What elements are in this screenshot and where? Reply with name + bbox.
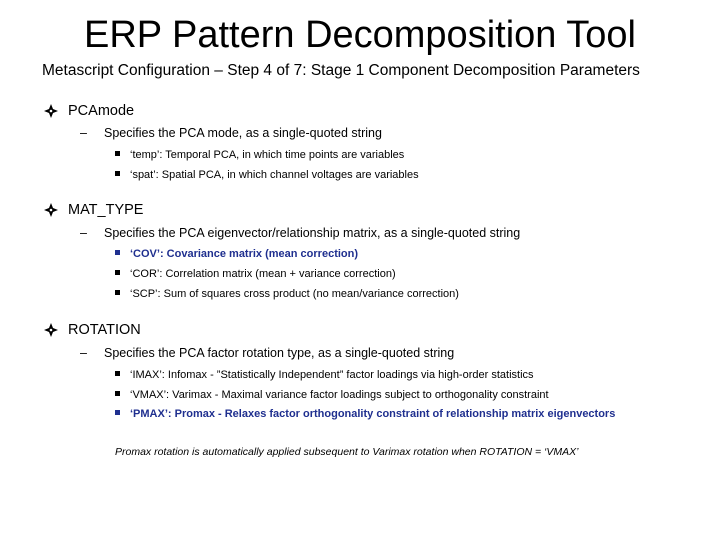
square-bullet-icon: [115, 391, 120, 396]
option-item: ‘SCP’: Sum of squares cross product (no mean/variance correction): [115, 286, 459, 302]
section-description: – Specifies the PCA factor rotation type, as a single-quoted string: [80, 346, 455, 360]
section-mat-type: [44, 200, 143, 220]
option-item: ‘IMAX’: Infomax - ”Statistically Independent” factor loadings via high-order statistics: [115, 367, 534, 383]
diamond-bullet-icon: [44, 203, 58, 217]
section-heading: ROTATION: [68, 322, 141, 338]
section-description: – Specifies the PCA mode, as a single-quoted string: [80, 126, 382, 140]
section-heading: MAT_TYPE: [68, 202, 144, 218]
option-item: ‘spat’: Spatial PCA, in which channel voltages are variables: [115, 167, 419, 183]
option-item: ‘temp’: Temporal PCA, in which time points are variables: [115, 147, 404, 163]
footnote: Promax rotation is automatically applied subsequent to Varimax rotation when ROTATION = ‘VMAX’: [115, 446, 579, 458]
diamond-bullet-icon: [44, 104, 58, 118]
section-description: – Specifies the PCA eigenvector/relationship matrix, as a single-quoted string: [80, 226, 521, 240]
square-bullet-icon: [115, 410, 120, 415]
square-bullet-icon: [115, 250, 120, 255]
slide-subtitle: Metascript Configuration – Step 4 of 7: Stage 1 Component Decomposition Parameters: [42, 62, 640, 79]
diamond-bullet-icon: [44, 323, 58, 337]
square-bullet-icon: [115, 171, 120, 176]
section-heading: PCAmode: [68, 103, 135, 119]
square-bullet-icon: [115, 371, 120, 376]
square-bullet-icon: [115, 270, 120, 275]
dash-bullet: –: [80, 226, 87, 240]
square-bullet-icon: [115, 290, 120, 295]
dash-bullet: –: [80, 126, 87, 140]
option-item-highlighted: ‘COV’: Covariance matrix (mean correction): [115, 246, 358, 262]
option-item: ‘COR’: Correlation matrix (mean + variance correction): [115, 266, 396, 282]
dash-bullet: –: [80, 346, 87, 360]
option-item-highlighted: ‘PMAX’: Promax - Relaxes factor orthogonality constraint of relationship matrix eigenvectors: [115, 406, 615, 422]
section-pcamode: [44, 101, 134, 121]
square-bullet-icon: [115, 151, 120, 156]
section-rotation: [44, 320, 141, 340]
option-item: ‘VMAX’: Varimax - Maximal variance factor loadings subject to orthogonality constraint: [115, 387, 549, 403]
slide-title: ERP Pattern Decomposition Tool: [83, 14, 636, 56]
